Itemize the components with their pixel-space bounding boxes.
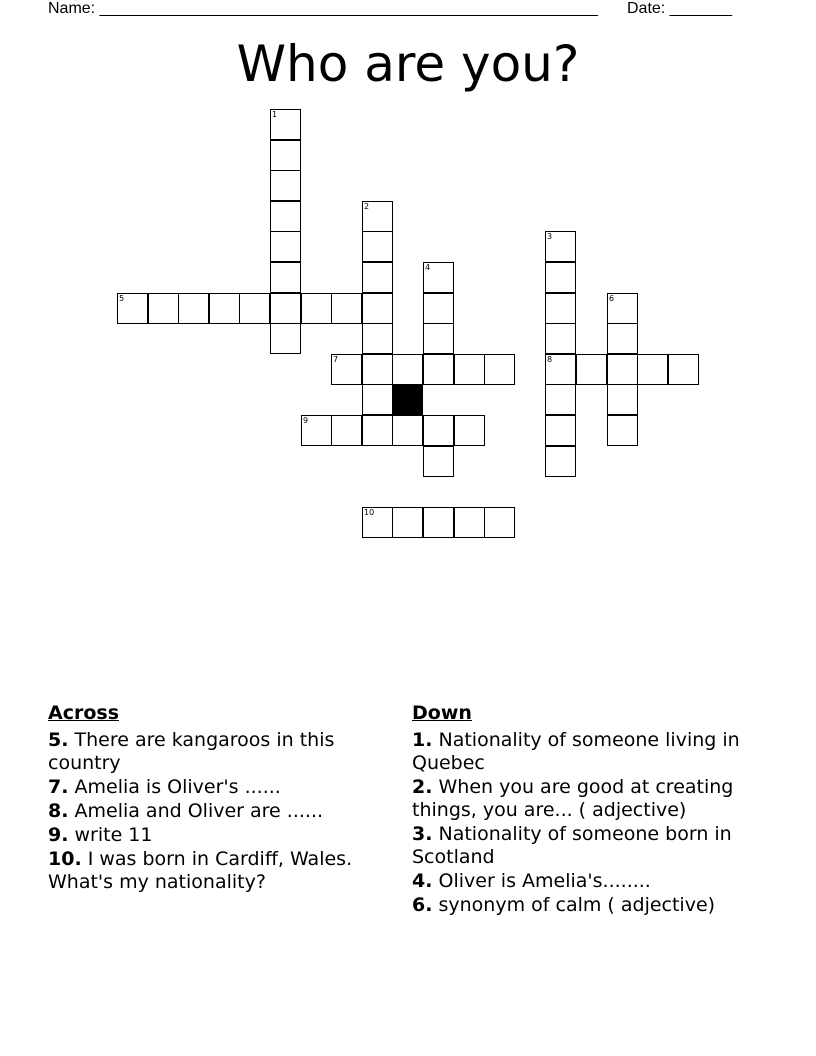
grid-cell[interactable]	[301, 415, 332, 446]
grid-cell[interactable]	[545, 293, 576, 324]
grid-cell[interactable]	[301, 293, 332, 324]
grid-cell[interactable]	[423, 507, 454, 538]
cell-number: 7	[333, 355, 339, 364]
grid-cell[interactable]	[423, 323, 454, 354]
grid-cell[interactable]	[270, 323, 301, 354]
clue-across-10	[48, 848, 393, 894]
grid-cell[interactable]	[545, 384, 576, 415]
grid-cell[interactable]	[607, 323, 638, 354]
grid-cell[interactable]	[668, 354, 699, 385]
clue-text: When you are good at creating things, you are... ( adjective)	[412, 776, 734, 821]
grid-cell[interactable]	[607, 354, 638, 385]
clue-across-7	[48, 776, 393, 799]
grid-cell[interactable]	[454, 507, 485, 538]
grid-cell[interactable]	[607, 415, 638, 446]
grid-cell[interactable]	[454, 354, 485, 385]
clue-number: 6.	[412, 894, 433, 916]
clue-text: I was born in Cardiff, Wales. What's my nationality?	[48, 848, 353, 893]
grid-cell[interactable]	[362, 415, 393, 446]
cell-number: 3	[547, 232, 553, 241]
across-heading: Across	[48, 702, 120, 724]
clue-down-1	[412, 729, 762, 775]
clue-number: 4.	[412, 870, 433, 892]
grid-cell[interactable]	[423, 262, 454, 293]
blocked-cell	[392, 384, 423, 415]
clue-across-5	[48, 729, 393, 775]
grid-cell[interactable]	[362, 293, 393, 324]
down-clues	[412, 702, 762, 918]
grid-cell[interactable]	[637, 354, 668, 385]
clue-text: write 11	[74, 824, 153, 846]
clue-down-2	[412, 776, 762, 822]
page-title: Who are you?	[236, 35, 580, 93]
grid-cell[interactable]	[362, 323, 393, 354]
grid-cell[interactable]	[270, 201, 301, 232]
grid-cell[interactable]	[576, 354, 607, 385]
grid-cell[interactable]	[423, 415, 454, 446]
clue-text: There are kangaroos in this country	[48, 729, 335, 774]
cell-number: 5	[119, 294, 125, 303]
grid-cell[interactable]	[607, 293, 638, 324]
clue-text: Nationality of someone born in Scotland	[412, 823, 732, 868]
clue-text: Oliver is Amelia's........	[438, 870, 651, 892]
cell-number: 9	[303, 416, 309, 425]
grid-cell[interactable]	[209, 293, 240, 324]
grid-cell[interactable]	[239, 293, 270, 324]
clue-number: 5.	[48, 729, 69, 751]
grid-cell[interactable]	[362, 231, 393, 262]
grid-cell[interactable]	[270, 170, 301, 201]
grid-cell[interactable]	[362, 262, 393, 293]
grid-cell[interactable]	[545, 231, 576, 262]
clue-number: 10.	[48, 848, 82, 870]
grid-cell[interactable]	[270, 109, 301, 140]
grid-cell[interactable]	[362, 354, 393, 385]
grid-cell[interactable]	[148, 293, 179, 324]
clue-number: 2.	[412, 776, 433, 798]
grid-cell[interactable]	[270, 231, 301, 262]
clue-down-4	[412, 870, 762, 893]
grid-cell[interactable]	[392, 415, 423, 446]
clue-text: Amelia is Oliver's ......	[74, 776, 281, 798]
grid-cell[interactable]	[362, 201, 393, 232]
grid-cell[interactable]	[331, 415, 362, 446]
cell-number: 6	[609, 294, 615, 303]
clue-number: 9.	[48, 824, 69, 846]
clue-text: Amelia and Oliver are ......	[74, 800, 324, 822]
grid-cell[interactable]	[423, 354, 454, 385]
grid-cell[interactable]	[545, 323, 576, 354]
clue-text: Nationality of someone living in Quebec	[412, 729, 740, 774]
grid-cell[interactable]	[545, 415, 576, 446]
grid-cell[interactable]	[454, 415, 485, 446]
grid-cell[interactable]	[484, 507, 515, 538]
clue-down-3	[412, 823, 762, 869]
grid-cell[interactable]	[117, 293, 148, 324]
name-field[interactable]: Name: ________________________________________________________	[48, 0, 598, 17]
down-heading: Down	[412, 702, 472, 724]
clue-number: 3.	[412, 823, 433, 845]
grid-cell[interactable]	[392, 507, 423, 538]
clue-across-8	[48, 800, 393, 823]
clue-text: synonym of calm ( adjective)	[438, 894, 716, 916]
grid-cell[interactable]	[607, 384, 638, 415]
date-field[interactable]: Date: _______	[627, 0, 732, 17]
clue-down-6	[412, 894, 762, 917]
across-clues	[48, 702, 393, 895]
grid-cell[interactable]	[545, 262, 576, 293]
grid-cell[interactable]	[362, 507, 393, 538]
cell-number: 2	[364, 202, 370, 211]
grid-cell[interactable]	[484, 354, 515, 385]
clue-number: 7.	[48, 776, 69, 798]
grid-cell[interactable]	[423, 446, 454, 477]
grid-cell[interactable]	[331, 354, 362, 385]
cell-number: 4	[425, 263, 431, 272]
grid-cell[interactable]	[362, 384, 393, 415]
cell-number: 8	[547, 355, 553, 364]
grid-cell[interactable]	[423, 293, 454, 324]
grid-cell[interactable]	[392, 354, 423, 385]
grid-cell[interactable]	[331, 293, 362, 324]
clue-number: 1.	[412, 729, 433, 751]
grid-cell[interactable]	[270, 262, 301, 293]
clue-across-9	[48, 824, 393, 847]
grid-cell[interactable]	[178, 293, 209, 324]
grid-cell[interactable]	[545, 446, 576, 477]
grid-cell[interactable]	[270, 140, 301, 171]
grid-cell[interactable]	[545, 354, 576, 385]
cell-number: 10	[364, 508, 375, 517]
clue-number: 8.	[48, 800, 69, 822]
grid-cell[interactable]	[270, 293, 301, 324]
cell-number: 1	[272, 110, 278, 119]
